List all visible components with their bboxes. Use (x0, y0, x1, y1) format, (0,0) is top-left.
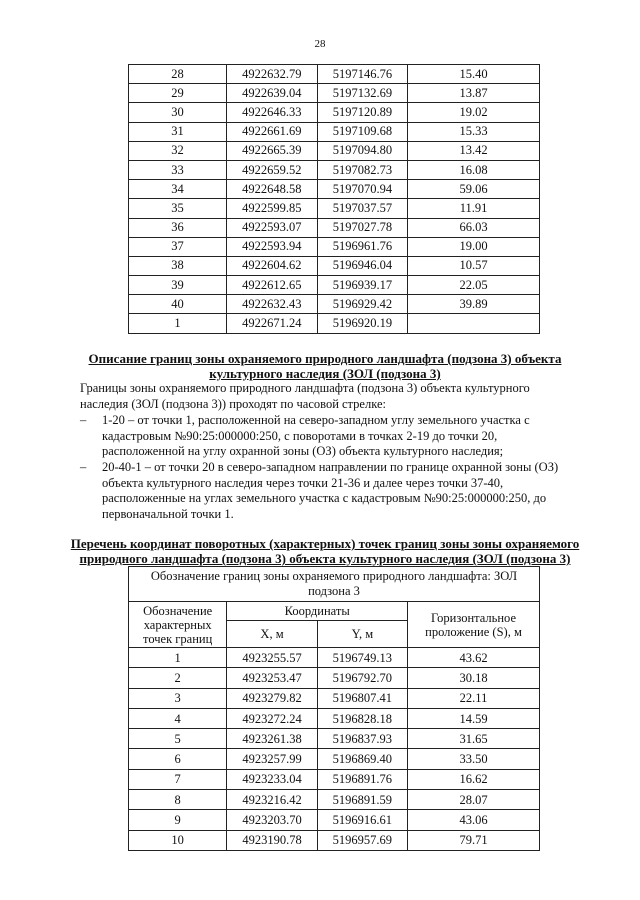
table-row (129, 729, 540, 749)
table-cell: 5196916.61 (317, 810, 407, 830)
table-cell: 5196946.04 (317, 256, 408, 275)
table-row (129, 648, 540, 668)
table-cell: 28.07 (408, 790, 540, 810)
table-cell: 5196939.17 (317, 276, 408, 295)
table-cell: 4922671.24 (226, 314, 317, 333)
table-row (129, 103, 540, 122)
table-cell: 35 (129, 199, 227, 218)
table-cell: 40 (129, 295, 227, 314)
list-item (80, 460, 580, 522)
table-cell: 16.62 (408, 769, 540, 789)
table-cell: 59.06 (408, 180, 540, 199)
table-caption: Обозначение границ зоны охраняемого природного ландшафта: ЗОЛ подзона 3 (129, 567, 540, 602)
table-row (129, 141, 540, 160)
table-cell: 4922593.94 (226, 237, 317, 256)
heading-line: культурного наследия (ЗОЛ (подзона 3) (209, 366, 441, 381)
table-cell: 1 (129, 648, 227, 668)
table-row (129, 688, 540, 708)
table-cell: 6 (129, 749, 227, 769)
table-cell: 5197094.80 (317, 141, 408, 160)
table-row (129, 218, 540, 237)
table-cell: 5196891.59 (317, 790, 407, 810)
table-cell: 5197070.94 (317, 180, 408, 199)
heading-line: природного ландшафта (подзона 3) объекта культурного наследия (ЗОЛ (подзона 3) (79, 551, 571, 566)
table-cell: 4922604.62 (226, 256, 317, 275)
table-cell: 19.02 (408, 103, 540, 122)
table-cell: 16.08 (408, 160, 540, 179)
table-cell: 4922646.33 (226, 103, 317, 122)
section-heading-boundary-description (60, 351, 590, 381)
table-cell: 5196961.76 (317, 237, 408, 256)
table-cell: 5196891.76 (317, 769, 407, 789)
table-cell: 15.33 (408, 122, 540, 141)
table-row (129, 276, 540, 295)
bullet-dash: – (80, 413, 87, 427)
table-cell: 33 (129, 160, 227, 179)
table-row (129, 314, 540, 333)
table-cell: 4922665.39 (226, 141, 317, 160)
table-row (129, 199, 540, 218)
table-cell: 30 (129, 103, 227, 122)
table-cell: 5197037.57 (317, 199, 408, 218)
table-cell: 4922612.65 (226, 276, 317, 295)
table-row (129, 160, 540, 179)
table-cell: 79.71 (408, 830, 540, 850)
table-row (129, 790, 540, 810)
table-row (129, 749, 540, 769)
table-cell: 5 (129, 729, 227, 749)
table-cell: 43.06 (408, 810, 540, 830)
table-cell: 38 (129, 256, 227, 275)
table-cell: 37 (129, 237, 227, 256)
section-heading-coordinates-list (60, 536, 590, 566)
table-cell: 10.57 (408, 256, 540, 275)
table-cell: 4922599.85 (226, 199, 317, 218)
table-cell: 5197132.69 (317, 84, 408, 103)
table-cell: 4923261.38 (227, 729, 317, 749)
bullet-text: 20-40-1 – от точки 20 в северо-западном направлении по границе охранной зоны (ОЗ) объекта культурного наследия через точки 21-36 и далее через точки 37-40, расположенные на углах земельного участка с кадастровым №90:25:000000:250, до первоначальной точки 1. (102, 460, 559, 521)
table-row (129, 84, 540, 103)
table-cell: 4923279.82 (227, 688, 317, 708)
table-cell: 39 (129, 276, 227, 295)
header-points: Обозначение характерных точек границ (129, 602, 227, 648)
table-cell: 66.03 (408, 218, 540, 237)
heading-line: Описание границ зоны охраняемого природного ландшафта (подзона 3) объекта (88, 351, 562, 366)
table-cell: 11.91 (408, 199, 540, 218)
table-cell: 4922593.07 (226, 218, 317, 237)
table-row (129, 65, 540, 84)
table-row (129, 122, 540, 141)
table-cell: 9 (129, 810, 227, 830)
table-cell: 4922661.69 (226, 122, 317, 141)
table-cell: 15.40 (408, 65, 540, 84)
table-cell: 4923203.70 (227, 810, 317, 830)
table-cell: 31 (129, 122, 227, 141)
table-row (129, 237, 540, 256)
table-row (129, 708, 540, 728)
table-cell: 4923255.57 (227, 648, 317, 668)
table-cell: 4923253.47 (227, 668, 317, 688)
table-cell: 36 (129, 218, 227, 237)
table-cell: 32 (129, 141, 227, 160)
table-cell: 5197120.89 (317, 103, 408, 122)
table-cell: 22.11 (408, 688, 540, 708)
header-x: X, м (227, 621, 317, 648)
table-cell: 13.42 (408, 141, 540, 160)
header-distance: Горизонтальное проложение (S), м (408, 602, 540, 648)
bullet-text: 1-20 – от точки 1, расположенной на северо-западном углу земельного участка с кадастровым №90:25:000000:250, с поворотами в точках 2-19 до точки 20, расположенной на углу охранной зоны (ОЗ) объекта культурного наследия; (102, 413, 530, 458)
table-cell: 4923257.99 (227, 749, 317, 769)
table-cell: 39.89 (408, 295, 540, 314)
table-cell (408, 314, 540, 333)
table-row (129, 295, 540, 314)
table-cell: 8 (129, 790, 227, 810)
table-cell: 4923233.04 (227, 769, 317, 789)
table-cell: 22.05 (408, 276, 540, 295)
table-cell: 31.65 (408, 729, 540, 749)
table-cell: 4 (129, 708, 227, 728)
table-cell: 43.62 (408, 648, 540, 668)
table-cell: 5196929.42 (317, 295, 408, 314)
table-cell: 33.50 (408, 749, 540, 769)
table-cell: 5196792.70 (317, 668, 407, 688)
table-cell: 5196807.41 (317, 688, 407, 708)
coordinates-table-continued (128, 64, 540, 334)
table-row (129, 256, 540, 275)
table-cell: 19.00 (408, 237, 540, 256)
table-cell: 4922648.58 (226, 180, 317, 199)
header-coordinates: Координаты (227, 602, 408, 621)
table-cell: 2 (129, 668, 227, 688)
heading-line: Перечень координат поворотных (характерных) точек границ зоны зоны охраняемого (70, 536, 580, 551)
table-row (129, 668, 540, 688)
table-cell: 4923272.24 (227, 708, 317, 728)
page-number: 28 (314, 38, 326, 50)
table-cell: 1 (129, 314, 227, 333)
table-cell: 4923216.42 (227, 790, 317, 810)
table-cell: 14.59 (408, 708, 540, 728)
table-cell: 5197082.73 (317, 160, 408, 179)
table-row (129, 810, 540, 830)
bullet-dash: – (80, 460, 87, 474)
table-cell: 5197146.76 (317, 65, 408, 84)
table-cell: 5196749.13 (317, 648, 407, 668)
table-cell: 4922632.43 (226, 295, 317, 314)
table-cell: 29 (129, 84, 227, 103)
table-cell: 3 (129, 688, 227, 708)
table-row (129, 769, 540, 789)
table-cell: 30.18 (408, 668, 540, 688)
header-y: Y, м (317, 621, 407, 648)
table-cell: 5196828.18 (317, 708, 407, 728)
intro-paragraph: Границы зоны охраняемого природного ландшафта (подзона 3) объекта культурного наследия (ЗОЛ (подзона 3)) проходят по часовой стрелке: (80, 381, 530, 411)
table-row (129, 180, 540, 199)
table-cell: 5196920.19 (317, 314, 408, 333)
table-cell: 13.87 (408, 84, 540, 103)
table-row (129, 830, 540, 850)
table-cell: 5196957.69 (317, 830, 407, 850)
list-item (80, 413, 580, 460)
table-cell: 34 (129, 180, 227, 199)
coordinates-table-zol-subzone-3 (128, 566, 540, 851)
table-cell: 5197109.68 (317, 122, 408, 141)
table-cell: 28 (129, 65, 227, 84)
table-cell: 4922659.52 (226, 160, 317, 179)
table-cell: 7 (129, 769, 227, 789)
table-cell: 4922639.04 (226, 84, 317, 103)
table-cell: 5196837.93 (317, 729, 407, 749)
table-cell: 4923190.78 (227, 830, 317, 850)
table-cell: 4922632.79 (226, 65, 317, 84)
table-cell: 10 (129, 830, 227, 850)
table-cell: 5197027.78 (317, 218, 408, 237)
table-cell: 5196869.40 (317, 749, 407, 769)
